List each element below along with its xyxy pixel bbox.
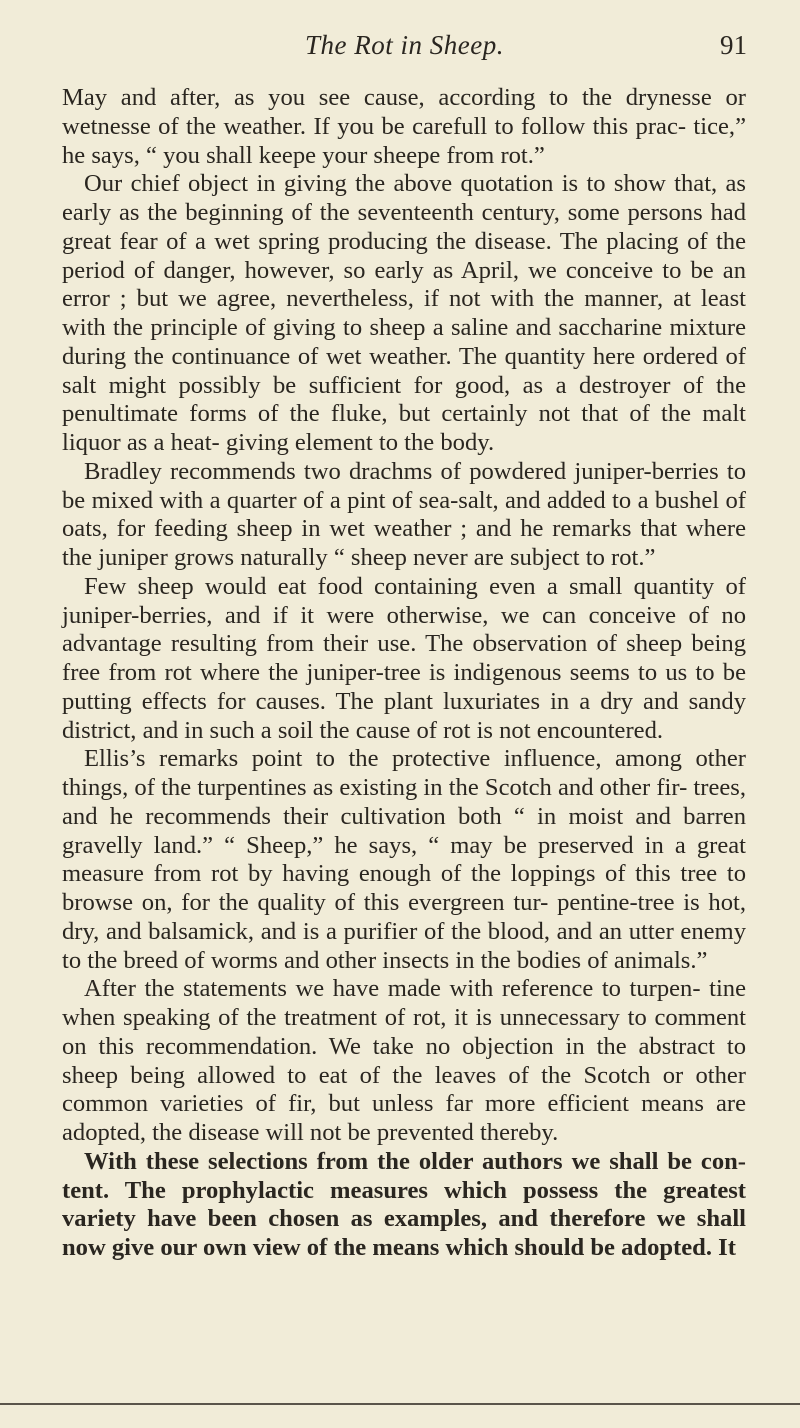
paragraph: Our chief object in giving the above quotation is to show that, as early as the beginning of the seventeenth century, some persons had great fear of a wet spring producing the disease. The placing of the period of danger, however, so early as April, we conceive to be an error ; but we agree, nevertheless, if not with the manner, at least with the principle of giving to sheep a saline and saccharine mixture during the continuance of wet weather. The quantity here ordered of salt might possibly be sufficient for good, as a destroyer of the penultimate forms of the fluke, but certainly not that of the malt liquor as a heat- giving element to the body. xyxy=(62,170,746,456)
bottom-rule xyxy=(0,1403,800,1405)
paragraph: After the statements we have made with reference to turpen- tine when speaking of the treatment of rot, it is unnecessary to comment on this recommendation. We take no objection in the abstract to sheep being allowed to eat of the leaves of the Scotch or other common varieties of fir, but unless far more efficient means are adopted, the disease will not be prevented thereby. xyxy=(62,975,746,1146)
paragraph: With these selections from the older authors we shall be con- tent. The prophylactic measures which possess the greatest variety have been chosen as examples, and therefore we shall now give our own view of the means which should be adopted. It xyxy=(62,1147,746,1261)
body-text xyxy=(62,84,746,1263)
paragraph: Bradley recommends two drachms of powdered juniper-berries to be mixed with a quarter of a pint of sea-salt, and added to a bushel of oats, for feeding sheep in wet weather ; and he remarks that where the juniper grows naturally “ sheep never are subject to rot.” xyxy=(62,457,746,571)
page-number: 91 xyxy=(720,30,747,60)
running-head xyxy=(62,30,747,64)
paragraph: Few sheep would eat food containing even a small quantity of juniper-berries, and if it were otherwise, we can conceive of no advantage resulting from their use. The observation of sheep being free from rot where the juniper-tree is indigenous seems to us to be putting effects for causes. The plant luxuriates in a dry and sandy district, and in such a soil the cause of rot is not encountered. xyxy=(62,572,746,744)
running-title: The Rot in Sheep. xyxy=(305,30,504,60)
paragraph: Ellis’s remarks point to the protective influence, among other things, of the turpentines as existing in the Scotch and other fir- trees, and he recommends their cultivation both “ in moist and barren gravelly land.” “ Sheep,” he says, “ may be preserved in a great measure from rot by having enough of the loppings of this tree to browse on, for the quality of this evergreen tur- pentine-tree is hot, dry, and balsamick, and is a purifier of the blood, and an utter enemy to the breed of worms and other insects in the bodies of animals.” xyxy=(62,745,746,974)
paragraph: May and after, as you see cause, according to the drynesse or wetnesse of the weather. If you be carefull to follow this prac- tice,” he says, “ you shall keepe your sheepe from rot.” xyxy=(62,84,746,169)
